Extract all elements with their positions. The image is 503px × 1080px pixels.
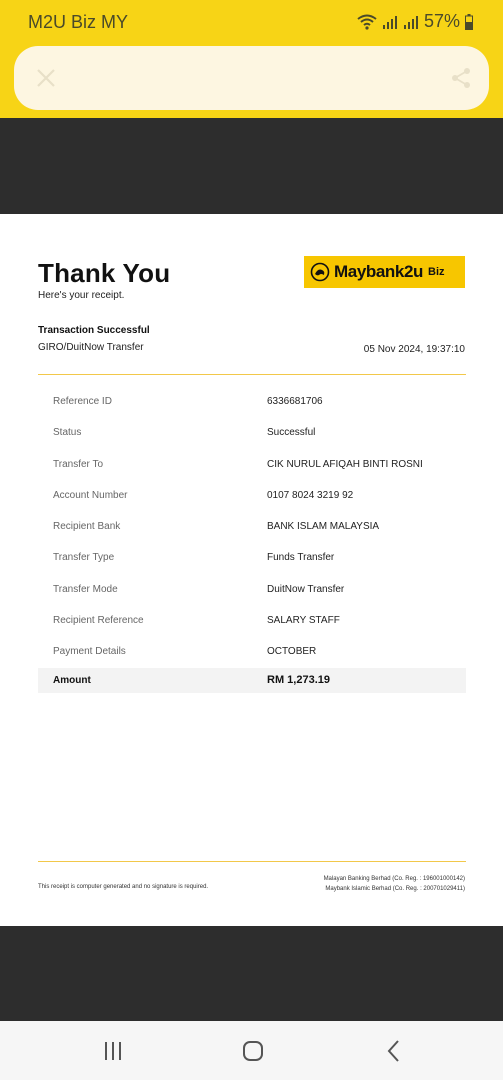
wifi-icon	[357, 14, 377, 30]
detail-label: Recipient Reference	[53, 615, 144, 627]
share-icon[interactable]	[447, 64, 475, 92]
detail-value: OCTOBER	[267, 646, 317, 658]
footer-company-info	[324, 874, 465, 894]
footer-company-1: Malayan Banking Berhad (Co. Reg. : 196001000142)	[323, 876, 465, 882]
amount-value: RM 1,273.19	[267, 673, 330, 686]
detail-label: Payment Details	[53, 646, 126, 658]
detail-row-transfer-to	[38, 449, 466, 480]
detail-value: Funds Transfer	[267, 552, 335, 564]
logo-text: Maybank2u	[334, 262, 423, 281]
details-list	[38, 386, 466, 693]
home-icon[interactable]	[239, 1037, 267, 1065]
tiger-emblem-icon	[310, 262, 330, 282]
logo-suffix: Biz	[428, 266, 445, 278]
detail-label: Transfer To	[53, 458, 104, 470]
status-app-name: M2U Biz MY	[28, 12, 129, 32]
signal-icon-2	[403, 14, 419, 30]
backdrop-bottom	[0, 926, 503, 1021]
recent-apps-icon[interactable]	[99, 1037, 127, 1065]
divider-top	[38, 374, 466, 375]
app-header	[0, 44, 503, 118]
detail-row-transfer-mode	[38, 574, 466, 605]
receipt-title: Thank You	[38, 258, 171, 288]
navigation-bar	[0, 1021, 503, 1080]
backdrop-top	[0, 118, 503, 214]
detail-row-recipient-bank	[38, 511, 466, 542]
transaction-type: GIRO/DuitNow Transfer	[38, 342, 144, 353]
close-icon[interactable]	[32, 64, 60, 92]
detail-row-reference-id	[38, 386, 466, 417]
detail-label: Transfer Mode	[53, 583, 118, 595]
detail-label: Account Number	[53, 489, 128, 501]
header-card	[14, 46, 489, 110]
battery-text: 57%	[423, 11, 460, 31]
detail-label: Status	[53, 427, 82, 439]
transaction-status: Transaction Successful	[38, 325, 150, 336]
detail-value: CIK NURUL AFIQAH BINTI ROSNI	[267, 458, 423, 470]
detail-label: Recipient Bank	[53, 521, 121, 533]
battery-icon	[465, 14, 473, 30]
detail-value: BANK ISLAM MALAYSIA	[267, 521, 380, 533]
transaction-datetime: 05 Nov 2024, 19:37:10	[363, 344, 465, 355]
status-bar	[0, 0, 503, 44]
amount-row	[38, 668, 466, 693]
divider-bottom	[38, 861, 466, 862]
detail-row-recipient-reference	[38, 605, 466, 636]
detail-row-transfer-type	[38, 542, 466, 573]
footer-company-2: Maybank Islamic Berhad (Co. Reg. : 200701029411)	[325, 886, 465, 892]
detail-label: Reference ID	[53, 396, 112, 407]
detail-row-status	[38, 417, 466, 448]
amount-label: Amount	[53, 674, 91, 686]
receipt	[0, 214, 503, 926]
back-icon[interactable]	[380, 1037, 408, 1065]
detail-row-payment-details	[38, 636, 466, 667]
receipt-subtitle: Here's your receipt.	[38, 290, 125, 301]
detail-value: 0107 8024 3219 92	[267, 489, 354, 501]
detail-value: DuitNow Transfer	[267, 583, 345, 595]
status-indicators	[357, 11, 473, 32]
detail-value: SALARY STAFF	[267, 615, 340, 627]
detail-row-account-number	[38, 480, 466, 511]
maybank2u-biz-logo	[304, 256, 465, 288]
detail-value: 6336681706	[267, 396, 323, 407]
signal-icon	[382, 14, 398, 30]
footer-note: This receipt is computer generated and no signature is required.	[38, 884, 209, 890]
detail-label: Transfer Type	[53, 552, 115, 564]
detail-value: Successful	[267, 427, 316, 439]
